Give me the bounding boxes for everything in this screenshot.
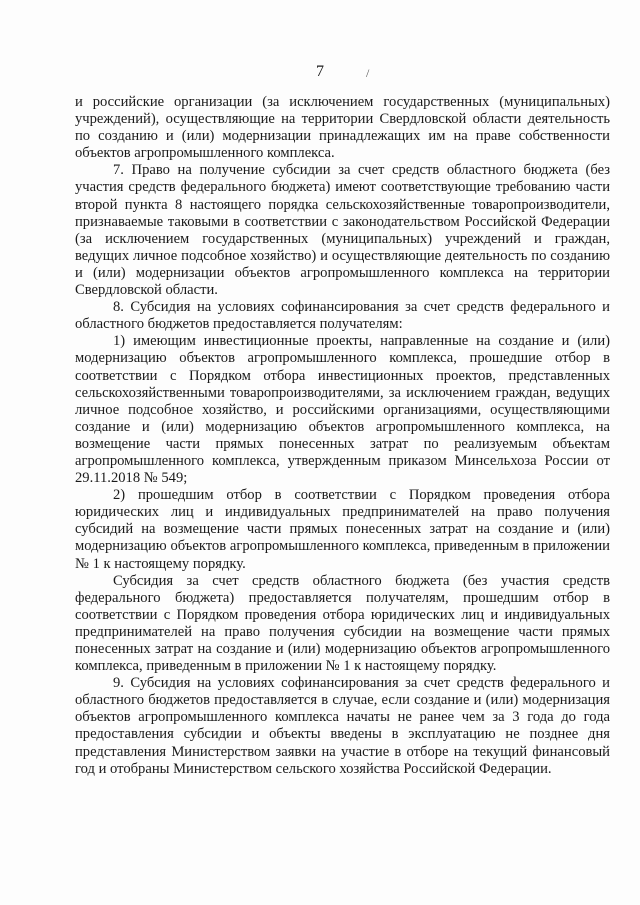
paragraph-regional-subsidy: Субсидия за счет средств областного бюджета (без участия средств федерального бюджета) предоставляется получателям, прошедшим отбор в соответствии с Порядком проведения отбора юридических лиц и индивидуальных предпринимателей на право получения субсидии на возмещение части прямых понесенных затрат на создание и (или) модернизацию объектов агропромышленного комплекса, приведенным в приложении № 1 к настоящему порядку. bbox=[75, 572, 610, 675]
page-number: 7 bbox=[316, 63, 324, 80]
document-body bbox=[75, 94, 610, 778]
paragraph-continuation: и российские организации (за исключением государственных (муниципальных) учреждений), осуществляющие на территории Свердловской области деятельность по созданию и (или) модернизации принадлежащих им на праве собственности объектов агропромышленного комплекса. bbox=[75, 94, 610, 162]
paragraph-subitem-1: 1) имеющим инвестиционные проекты, направленные на создание и (или) модернизацию объектов агропромышленного комплекса, прошедшие отбор в соответствии с Порядком отбора инвестиционных проектов, представленных сельскохозяйственными товаропроизводителями, за исключением граждан, ведущих личное подсобное хозяйство, и российскими организациями, осуществляющими создание и (или) модернизацию объектов агропромышленного комплекса, на возмещение части прямых понесенных затрат по реализуемым объектам агропромышленного комплекса, утвержденным приказом Минсельхоза России от 29.11.2018 № 549; bbox=[75, 333, 610, 487]
corner-mark: / bbox=[366, 66, 370, 80]
paragraph-item-7: 7. Право на получение субсидии за счет средств областного бюджета (без участия средств федерального бюджета) имеют соответствующие требованию части второй пункта 8 настоящего порядка сельскохозяйственные товаропроизводители, признаваемые таковыми в соответствии с законодательством Российской Федерации (за исключением государственных (муниципальных) учреждений и граждан, ведущих личное подсобное хозяйство) и осуществляющие деятельность по созданию и (или) модернизации объектов агропромышленного комплекса на территории Свердловской области. bbox=[75, 162, 610, 299]
paragraph-item-9: 9. Субсидия на условиях софинансирования за счет средств федерального и областного бюджетов предоставляется в случае, если создание и (или) модернизация объектов агропромышленного комплекса начаты не ранее чем за 3 года до года предоставления субсидии и объекты введены в эксплуатацию не позднее дня представления Министерством заявки на участие в отборе на текущий финансовый год и отобраны Министерством сельского хозяйства Российской Федерации. bbox=[75, 675, 610, 777]
paragraph-item-8: 8. Субсидия на условиях софинансирования за счет средств федерального и областного бюджетов предоставляется получателям: bbox=[75, 299, 610, 333]
paragraph-subitem-2: 2) прошедшим отбор в соответствии с Порядком проведения отбора юридических лиц и индивидуальных предпринимателей на право получения субсидий на возмещение части прямых понесенных затрат на создание и (или) модернизацию объектов агропромышленного комплекса, приведенным в приложении № 1 к настоящему порядку. bbox=[75, 487, 610, 572]
